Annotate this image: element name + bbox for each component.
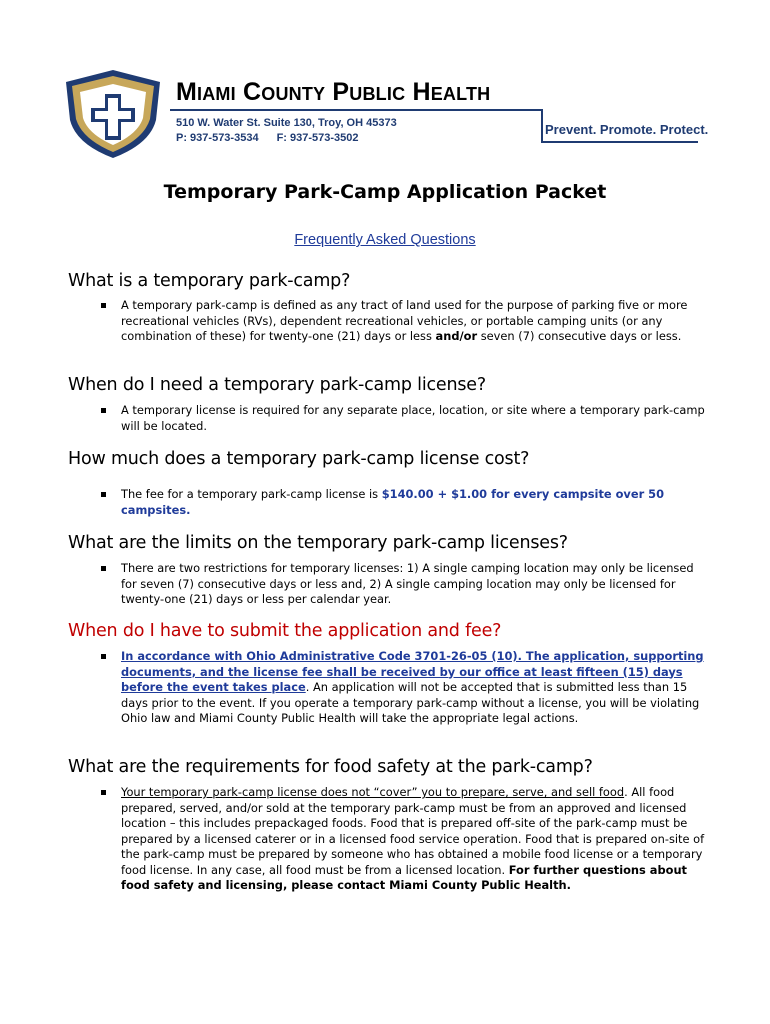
faq-answer: There are two restrictions for temporary licenses: 1) A single camping location may only be licensed for seven (7) consecutive days or less and, 2) A single camping location may only be licensed for twenty-one (21) days or less per calendar year.	[121, 561, 711, 608]
bullet-icon	[101, 790, 106, 795]
cross-shield-logo-icon	[64, 68, 162, 160]
faq-answer: Your temporary park-camp license does not “cover” you to prepare, serve, and sell food. All food prepared, served, and/or sold at the temporary park-camp must be from an approved and licensed location – this includes prepackaged foods. Food that is prepared off-site of the park-camp must be prepared by a licensed caterer or in a licensed food service operation. Food that is prepared on-site of the park-camp must be prepared by someone who has obtained a mobile food license or a temporary food license. In any case, all food must be from a licensed location. For further questions about food safety and licensing, please contact Miami County Public Health.	[121, 785, 711, 894]
faq-answer: The fee for a temporary park-camp license is $140.00 + $1.00 for every campsite over 50 campsites.	[121, 487, 711, 518]
faq-question: What are the requirements for food safety at the park-camp?	[68, 757, 593, 777]
faq-answer: A temporary license is required for any separate place, location, or site where a temporary park-camp will be located.	[121, 403, 711, 434]
bullet-icon	[101, 654, 106, 659]
fax-number: F: 937-573-3502	[276, 132, 359, 144]
header-divider	[170, 109, 542, 111]
faq-question: When do I have to submit the application and fee?	[68, 621, 502, 641]
tagline-underline	[541, 141, 698, 143]
tagline: Prevent. Promote. Protect.	[545, 122, 709, 137]
faq-answer: In accordance with Ohio Administrative Code 3701-26-05 (10). The application, supporting documents, and the license fee shall be received by our office at least fifteen (15) days before the event takes place. An application will not be accepted that is submitted less than 15 days prior to the event. If you operate a temporary park-camp without a license, you will be violating Ohio law and Miami County Public Health will take the appropriate legal actions.	[121, 649, 711, 727]
header-divider-vertical	[541, 109, 543, 143]
subtitle: Frequently Asked Questions	[294, 232, 476, 248]
faq-question: How much does a temporary park-camp license cost?	[68, 449, 530, 469]
phone-number: P: 937-573-3534	[176, 132, 259, 144]
bullet-icon	[101, 303, 106, 308]
bullet-icon	[101, 566, 106, 571]
faq-answer: A temporary park-camp is defined as any tract of land used for the purpose of parking five or more recreational vehicles (RVs), dependent recreational vehicles, or portable camping units (or any combination of these) for twenty-one (21) days or less and/or seven (7) consecutive days or less.	[121, 298, 711, 345]
org-address: 510 W. Water St. Suite 130, Troy, OH 45373	[176, 117, 397, 129]
faq-question: When do I need a temporary park-camp license?	[68, 375, 486, 395]
page-title: Temporary Park-Camp Application Packet	[163, 181, 607, 203]
bullet-icon	[101, 492, 106, 497]
faq-question: What are the limits on the temporary park-camp licenses?	[68, 533, 568, 553]
faq-question: What is a temporary park-camp?	[68, 271, 351, 291]
org-contact	[176, 132, 359, 144]
bullet-icon	[101, 408, 106, 413]
org-name: MIAMI COUNTY PUBLIC HEALTH	[176, 78, 491, 106]
